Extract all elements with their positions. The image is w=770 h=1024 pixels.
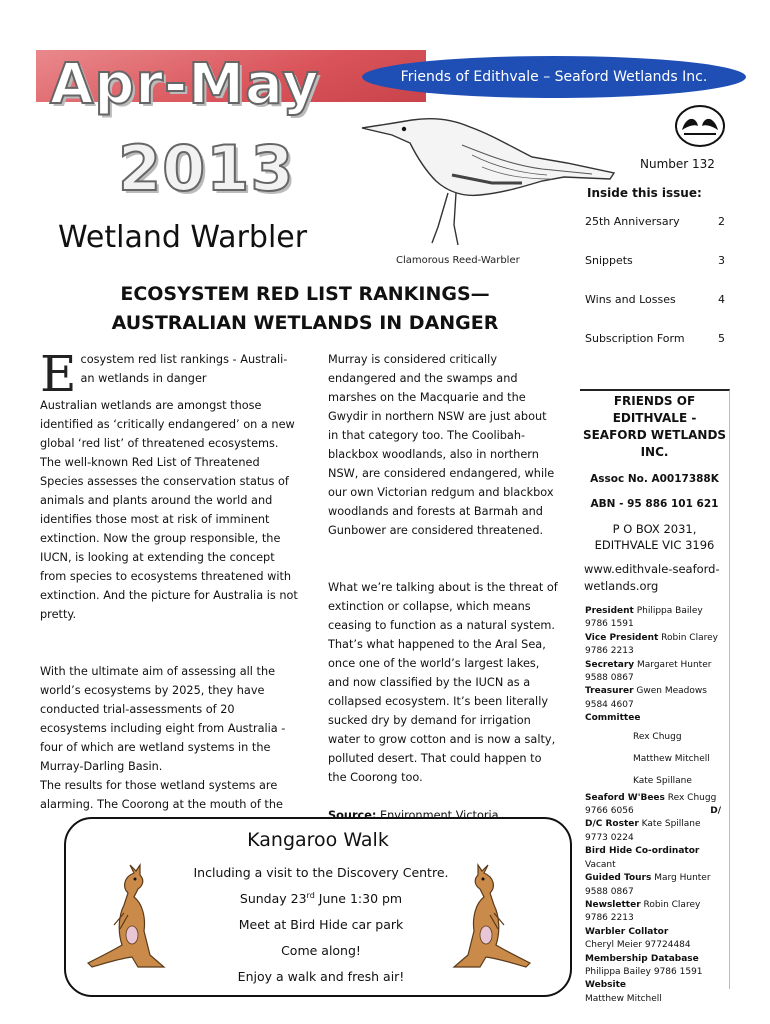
issue-title-year: 2013 xyxy=(118,132,295,205)
role-name: Cheryl Meier 97724484 xyxy=(585,940,691,951)
organisation-banner-text: Friends of Edithvale – Seaford Wetlands Inc. xyxy=(400,69,708,85)
article-paragraph: Australian wetlands are amongst those identified as ‘critically endangered’ on a new global ‘red list’ of threatened ecosystems. The well-known Red List of Threatened Species assesses the conservation status of animals and plants around the world and identifies those most at risk of imminent extinction. Now the group responsible, the IUCN, is looking at extending the concept from species to ecosystems threatened with extinction. And the picture for Australia is not pretty. xyxy=(40,399,298,621)
article-paragraph: With the ultimate aim of assessing all the world’s ecosystems by 2025, they have conducted trial-assessments of 20 ecosystems including eight from Australia - four of which are wetland systems in the Murray-Darling Basin. xyxy=(40,665,286,773)
walk-date xyxy=(166,891,476,906)
lead-line-1: cosystem red list rankings - Australi- xyxy=(80,353,288,366)
article-paragraph: What we’re talking about is the threat of extinction or collapse, which means ceasing to function as a natural system. That’s what happened to the Aral Sea, once one of the world’s largest lakes, and now classified by the IUCN as a collapsed ecosystem. It’s been literally sucked dry by demand for irrigation water to grow cotton and is now a salty, polluted desert. That could happen to the Coorong too. xyxy=(328,581,558,784)
toc-page: 3 xyxy=(718,254,725,267)
role-label: Newsletter xyxy=(585,899,641,910)
role-phone: 9584 4607 xyxy=(585,699,634,710)
toc-page: 5 xyxy=(718,332,725,345)
role-name: Margaret Hunter xyxy=(634,659,712,670)
article-column-middle xyxy=(328,350,560,825)
role-phone: 9786 2213 xyxy=(585,646,634,657)
role-phone: 9786 2213 xyxy=(585,913,634,924)
role-phone: 9773 0224 xyxy=(585,832,634,843)
role-name: Robin Clarey xyxy=(640,899,701,910)
role-name: Gwen Meadows xyxy=(633,686,707,697)
role-name: Robin Clarey xyxy=(658,632,718,643)
role-phone: 9766 6056 xyxy=(585,806,634,817)
po-box: P O BOX 2031, xyxy=(612,522,697,536)
role-label: Bird Hide Co-ordinator xyxy=(585,846,700,857)
source-label: Source: xyxy=(328,809,377,822)
issue-number: Number 132 xyxy=(640,157,715,171)
issue-title-months: Apr-May xyxy=(50,52,320,117)
contact-sidebar xyxy=(580,389,730,1004)
committee-member: Matthew Mitchell xyxy=(633,753,710,764)
role-label: Website xyxy=(585,980,627,991)
walk-line: Come along! xyxy=(281,943,361,958)
assoc-number: Assoc No. A0017388K xyxy=(590,473,719,485)
committee-member: Kate Spillane xyxy=(633,775,692,786)
kangaroo-walk-announcement xyxy=(64,817,572,997)
role-name: Matthew Mitchell xyxy=(585,993,662,1004)
toc-page: 4 xyxy=(718,293,725,306)
walk-line: Meet at Bird Hide car park xyxy=(238,917,404,932)
postal-address xyxy=(580,521,729,553)
walk-line: Enjoy a walk and fresh air! xyxy=(237,969,405,984)
website-link[interactable]: www.edithvale-seaford-wetlands.org xyxy=(584,562,720,593)
inside-title: Inside this issue: xyxy=(587,186,702,200)
headline-line-1: ECOSYSTEM RED LIST RANKINGS— xyxy=(120,283,490,305)
walk-date-prefix: Sunday 23 xyxy=(239,891,307,907)
committee-list xyxy=(580,605,729,1006)
committee-member: Rex Chugg xyxy=(633,731,682,742)
role-label: Guided Tours xyxy=(585,873,652,884)
role-label: President xyxy=(585,606,634,616)
role-phone: 9786 1591 xyxy=(585,619,634,630)
role-label: D/C Roster xyxy=(585,819,639,830)
role-name: Rex Chugg xyxy=(664,792,717,803)
article-headline xyxy=(40,280,570,338)
toc-label: Snippets xyxy=(585,254,633,267)
kangaroo-icon xyxy=(84,863,174,973)
article-column-left xyxy=(40,345,300,814)
toc-label: 25th Anniversary xyxy=(585,215,680,228)
newsletter-name: Wetland Warbler xyxy=(58,220,308,255)
toc-label: Wins and Losses xyxy=(585,293,676,306)
role-label: Committee xyxy=(585,713,641,724)
role-phone: 9588 0867 xyxy=(585,886,634,897)
role-name: Vacant xyxy=(585,859,616,870)
walk-line: Including a visit to the Discovery Centre. xyxy=(193,865,449,880)
reed-warbler-illustration-icon xyxy=(352,95,622,255)
source-text: Environment Victoria xyxy=(376,809,499,822)
drop-cap: E xyxy=(40,345,77,403)
toc-item[interactable] xyxy=(585,215,725,254)
inside-this-issue xyxy=(585,186,725,200)
role-label: Secretary xyxy=(585,659,635,670)
walk-title: Kangaroo Walk xyxy=(247,829,389,851)
kangaroo-icon xyxy=(444,863,534,973)
article-paragraph: Murray is considered critically endangered and the swamps and marshes on the Macquarie and the Gwydir in northern NSW are just about in that category too. The Coolibah-blackbox woodlands, also in northern NSW, are considered endangered, while our own Victorian redgum and blackbox woodlands and forests at Barmah and Gunbower are considered threatened. xyxy=(328,353,555,537)
role-label: Vice President xyxy=(585,632,659,643)
role-name: Philippa Bailey xyxy=(633,606,703,616)
organisation-banner xyxy=(362,56,746,98)
role-name: Philippa Bailey 9786 1591 xyxy=(585,966,703,977)
role-phone: 9588 0867 xyxy=(585,673,634,684)
walk-date-sup: rd xyxy=(306,891,315,900)
role-label: Seaford W'Bees xyxy=(585,792,665,803)
abn-number: ABN - 95 886 101 621 xyxy=(590,498,719,510)
lead-line-2: an wetlands in danger xyxy=(80,372,207,385)
walk-date-suffix: June 1:30 pm xyxy=(314,891,403,907)
article-paragraph: The results for those wetland systems are alarming. The Coorong at the mouth of the xyxy=(40,779,283,811)
society-logo-icon xyxy=(674,104,726,148)
role-label: Membership Database xyxy=(585,953,699,964)
toc-item[interactable] xyxy=(585,293,725,332)
suburb: EDITHVALE VIC 3196 xyxy=(594,538,715,552)
headline-line-2: AUSTRALIAN WETLANDS IN DANGER xyxy=(111,312,499,334)
role-name: Marg Hunter xyxy=(651,873,711,884)
sidebar-org-name: FRIENDS OF EDITHVALE - SEAFORD WETLANDS INC. xyxy=(582,394,727,459)
table-of-contents xyxy=(585,215,725,371)
role-label: Treasurer xyxy=(585,686,634,697)
toc-item[interactable] xyxy=(585,332,725,371)
toc-label: Subscription Form xyxy=(585,332,685,345)
role-label: Warbler Collator xyxy=(585,926,669,937)
toc-item[interactable] xyxy=(585,254,725,293)
role-suffix: D/ xyxy=(710,806,721,817)
bird-caption: Clamorous Reed-Warbler xyxy=(396,255,520,266)
toc-page: 2 xyxy=(718,215,725,228)
role-name: Kate Spillane xyxy=(638,819,701,830)
